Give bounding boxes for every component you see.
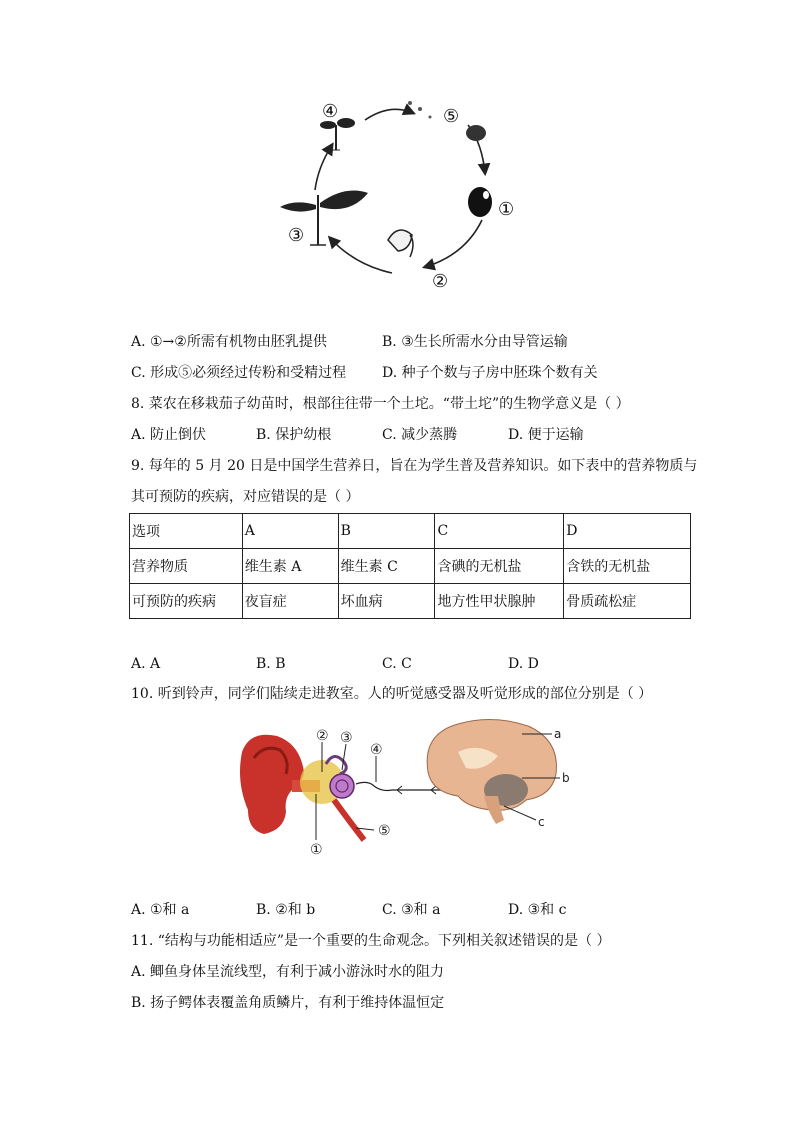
ear-label-5: ⑤ — [378, 823, 391, 839]
q8-option-d[interactable]: D. 便于运输 — [508, 427, 584, 443]
q7-option-a[interactable]: A. ①→②所需有机物由胚乳提供 — [131, 334, 327, 350]
plant-life-cycle-figure — [270, 95, 530, 295]
q10-option-c[interactable]: C. ③和 a — [382, 902, 441, 918]
q10-option-d[interactable]: D. ③和 c — [508, 902, 567, 918]
nutrition-table — [129, 513, 691, 619]
label-3: ③ — [288, 225, 305, 246]
q10-option-b[interactable]: B. ②和 b — [256, 902, 316, 918]
q10-stem: 10. 听到铃声，同学们陆续走进教室。人的听觉感受器及听觉形成的部位分别是（ ） — [131, 686, 653, 702]
seed-stage-1 — [468, 187, 492, 217]
cycle-arrow-1-2 — [425, 220, 482, 267]
table-row — [130, 549, 691, 584]
ear-label-4: ④ — [370, 742, 383, 758]
ear-label-2: ② — [316, 728, 329, 744]
q7-option-d[interactable]: D. 种子个数与子房中胚珠个数有关 — [382, 365, 598, 381]
table-cell: D — [564, 514, 691, 549]
table-cell: 骨质疏松症 — [564, 584, 691, 619]
q8-option-a[interactable]: A. 防止倒伏 — [131, 427, 207, 443]
brain-label-b: b — [562, 771, 570, 785]
label-5: ⑤ — [443, 106, 460, 127]
q7-option-c[interactable]: C. 形成⑤必须经过传粉和受精过程 — [131, 365, 347, 381]
table-row — [130, 514, 691, 549]
q9-option-d[interactable]: D. D — [508, 656, 539, 672]
table-cell: 选项 — [130, 514, 243, 549]
table-cell: 维生素 A — [242, 549, 338, 584]
table-cell: C — [435, 514, 564, 549]
table-cell: 地方性甲状腺肿 — [435, 584, 564, 619]
table-cell: B — [338, 514, 435, 549]
brain-label-c: c — [538, 815, 545, 829]
ear-label-1: ① — [310, 842, 323, 858]
q9-option-a[interactable]: A. A — [131, 656, 161, 672]
q10-option-a[interactable]: A. ①和 a — [131, 902, 190, 918]
label-4: ④ — [322, 101, 339, 122]
label-1: ① — [498, 199, 515, 220]
q8-option-b[interactable]: B. 保护幼根 — [256, 427, 332, 443]
germinating-seed-stage-2 — [388, 230, 413, 257]
label-2: ② — [432, 271, 449, 292]
ear-label-3: ③ — [340, 730, 353, 746]
q11-stem: 11. “结构与功能相适应”是一个重要的生命观念。下列相关叙述错误的是（ ） — [131, 933, 611, 949]
seedling-stage-4 — [320, 118, 355, 150]
eustachian-tube — [334, 800, 364, 840]
table-cell: 可预防的疾病 — [130, 584, 243, 619]
q9-stem-line2: 其可预防的疾病，对应错误的是（ ） — [131, 489, 360, 505]
q9-stem-line1: 9. 每年的 5 月 20 日是中国学生营养日，旨在为学生普及营养知识。如下表中的营养物质与 — [131, 458, 698, 474]
brain-label-a: a — [554, 727, 562, 741]
table-cell: 含铁的无机盐 — [564, 549, 691, 584]
q8-stem: 8. 菜农在移栽茄子幼苗时，根部往往带一个土坨。“带土坨”的生物学意义是（ ） — [131, 396, 630, 412]
table-row — [130, 584, 691, 619]
table-cell: 维生素 C — [338, 549, 435, 584]
q9-option-c[interactable]: C. C — [382, 656, 412, 672]
table-cell: 夜盲症 — [242, 584, 338, 619]
table-cell: A — [242, 514, 338, 549]
q11-option-a[interactable]: A. 鲫鱼身体呈流线型，有利于减小游泳时水的阻力 — [131, 964, 445, 980]
table-cell: 营养物质 — [130, 549, 243, 584]
q11-option-b[interactable]: B. 扬子鳄体表覆盖角质鳞片，有利于维持体温恒定 — [131, 995, 445, 1011]
ear-brain-figure — [222, 712, 582, 862]
cochlea — [330, 774, 354, 798]
table-cell: 坏血病 — [338, 584, 435, 619]
cycle-arrow-2-3 — [330, 238, 392, 273]
q8-option-c[interactable]: C. 减少蒸腾 — [382, 427, 458, 443]
table-cell: 含碘的无机盐 — [435, 549, 564, 584]
q9-option-b[interactable]: B. B — [256, 656, 286, 672]
cycle-arrow-3-4 — [315, 145, 332, 190]
cycle-arrow-4-5 — [365, 109, 413, 120]
q7-option-b[interactable]: B. ③生长所需水分由导管运输 — [382, 334, 568, 350]
